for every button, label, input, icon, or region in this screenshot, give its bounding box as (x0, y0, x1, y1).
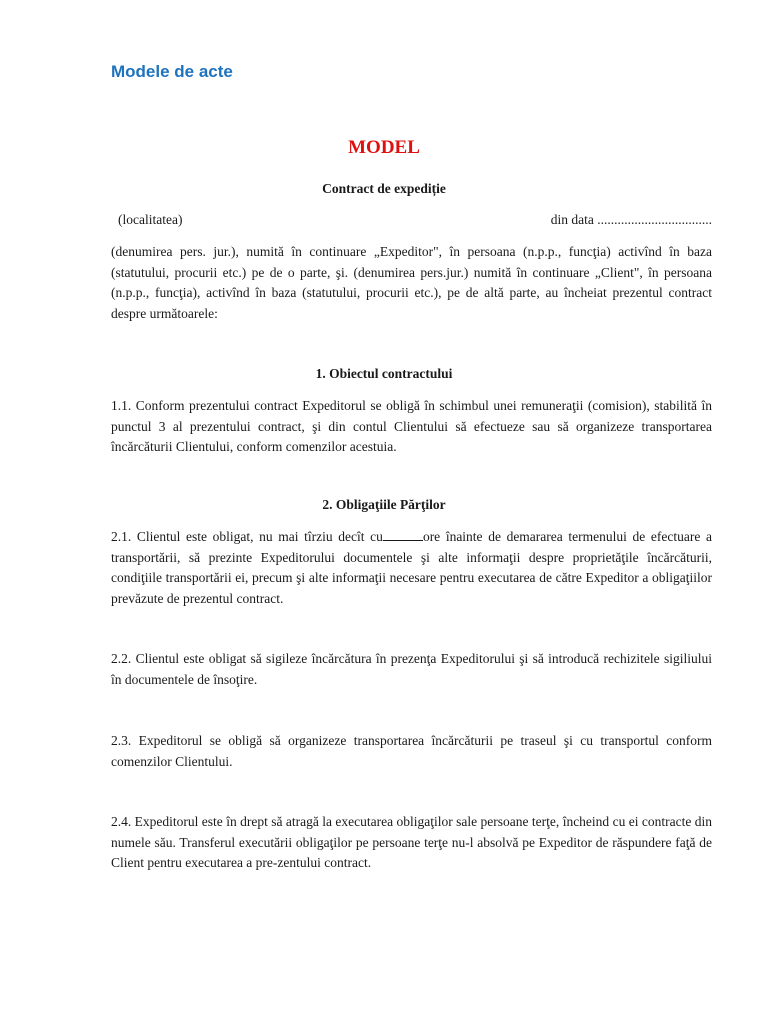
intro-paragraph: (denumirea pers. jur.), numită în continuare „Expeditor", în persoana (n.p.p., funcţia) activînd în baza (statutului, procurii etc.) pe de o parte, şi. (denumirea pers.jur.) numită în continuare „Client", în persoana (n.p.p., funcţia), activînd în baza (statutului, procurii etc.), pe de altă parte, au încheiat prezentul contract despre următoarele: (111, 244, 712, 321)
clause-2-4: 2.4. Expeditorul este în drept să atragă la executarea obligaţilor sale persoane terţe, încheind cu ei contracte din numele său. Transferul executării obligaţilor pe persoane terţe nu-l absolvă pe Expeditor de răspundere faţă de Client pentru executarea a pre-zentului contract. (111, 814, 712, 870)
clause-2-1 (111, 527, 712, 609)
clause-1-1: 1.1. Conform prezentului contract Expeditorul se obligă în schimbul unei remuneraţii (comision), stabilită în punctul 3 al prezentului contract, şi din contul Clientului să efectueze sau să organizeze transportarea încărcăturii Clientului, conform comenzilor acestuia. (111, 398, 712, 454)
place-date-line (118, 212, 712, 228)
clause-2-3: 2.3. Expeditorul se obligă să organizeze transportarea încărcăturii pe traseul şi cu transportul conform comenzilor Clientului. (111, 733, 712, 769)
site-title[interactable]: Modele de acte (111, 62, 233, 81)
document-title: MODEL (348, 137, 420, 158)
blank-field (383, 529, 423, 541)
clause-2-1-start: 2.1. Clientul este obligat, nu mai tîrziu decît cu (111, 529, 383, 544)
place-label: (localitatea) (118, 212, 183, 227)
document-subtitle: Contract de expediție (322, 181, 446, 196)
date-label: din data .................................. (550, 212, 712, 227)
clause-2-1-end: ore înainte de demararea termenului de efectuare a transportării, să prezinte Expeditorului documentele şi alte informaţii despre proprietăţile încărcăturii, condiţiile transportării ei, precum şi alte informaţii necesare pentru executarea de către Expeditor a obligaţiilor prevăzute de prezentul contract. (111, 529, 712, 606)
section-2-title: 2. Obligaţiile Părţilor (322, 497, 446, 512)
section-1-title: 1. Obiectul contractului (315, 366, 453, 381)
clause-2-2: 2.2. Clientul este obligat să sigileze încărcătura în prezenţa Expeditorului şi să introducă rechizitele sigiliului în documentele de însoţire. (111, 651, 712, 687)
